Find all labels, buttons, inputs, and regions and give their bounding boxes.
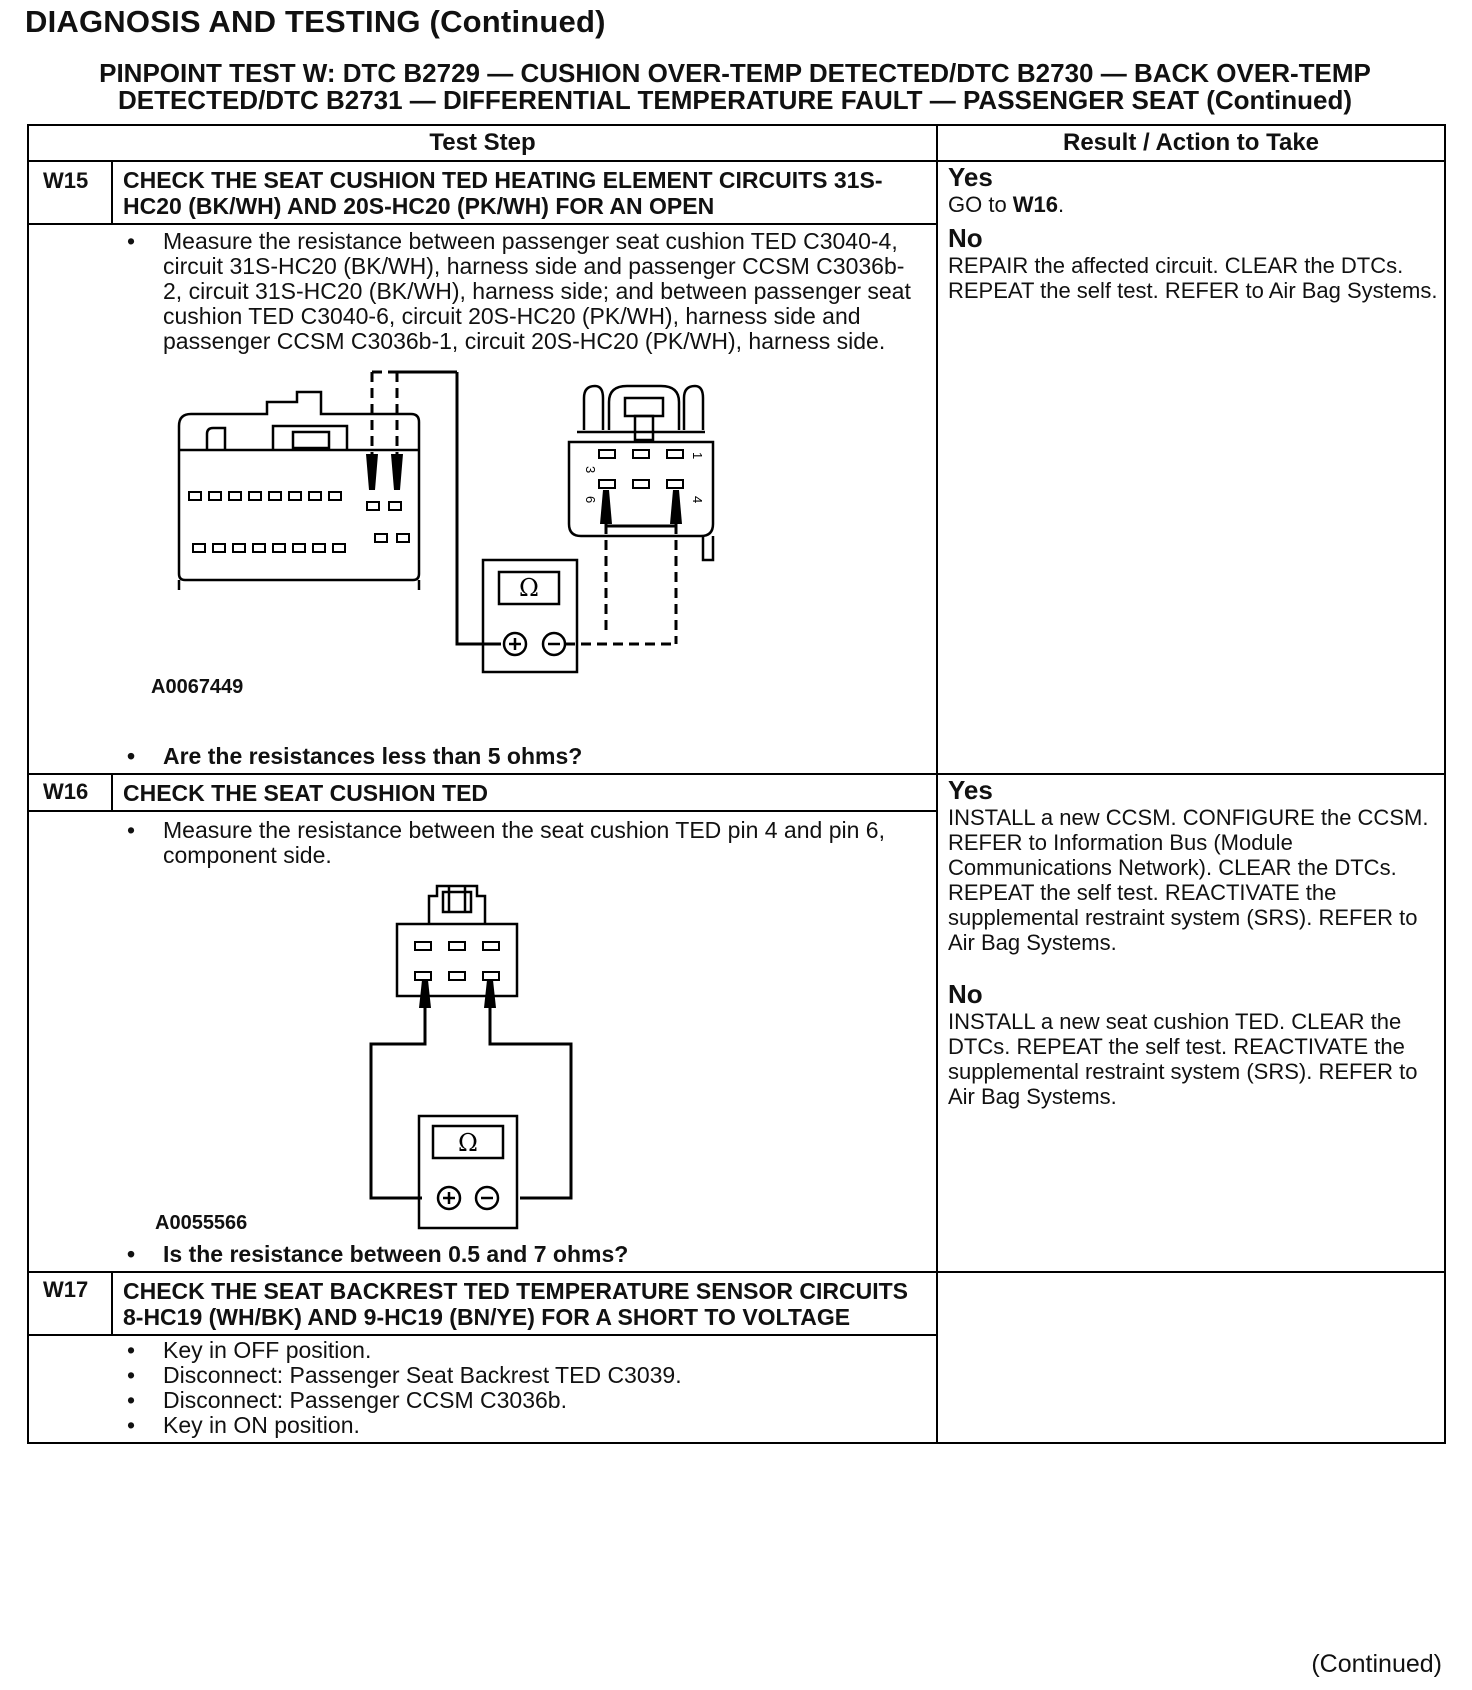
w17-bullet: • Key in ON position. xyxy=(29,1413,936,1438)
result-cell-w15 xyxy=(937,161,1445,774)
table-header-row xyxy=(28,125,1445,161)
ted-pin-label-6: 6 xyxy=(583,496,598,504)
header-result-action: Result / Action to Take xyxy=(937,125,1445,161)
step-w15-heading-row xyxy=(28,161,1445,224)
step-heading-w15: CHECK THE SEAT CUSHION TED HEATING ELEMENT CIRCUITS 31S-HC20 (BK/WH) AND 20S-HC20 (PK/WH) FOR AN OPEN xyxy=(112,161,937,224)
step-body-w17 xyxy=(28,1335,937,1443)
w15-instruction: • Measure the resistance between passenger seat cushion TED C3040-4, circuit 31S-HC20 (BK/WH), harness side and passenger CCSM C3036b-2, circuit 31S-HC20 (BK/WH), harness side; and between passenger seat cushion TED C3040-6, circuit 20S-HC20 (PK/WH), harness side and passenger CCSM C3036b-1, circuit 20S-HC20 (PK/WH), harness side. xyxy=(29,229,936,354)
ted-pin-label-4: 4 xyxy=(690,496,705,504)
w16-question: • Is the resistance between 0.5 and 7 ohms? xyxy=(29,1242,936,1267)
continued-label: (Continued) xyxy=(1311,1650,1442,1678)
w16-no-label: No xyxy=(948,979,983,1009)
ted-pin-label-3: 3 xyxy=(583,466,598,474)
w15-no-text: REPAIR the affected circuit. CLEAR the DTCs. REPEAT the self test. REFER to Air Bag Systems. xyxy=(948,253,1438,303)
w17-bullet: • Disconnect: Passenger CCSM C3036b. xyxy=(29,1388,936,1413)
w16-wiring-diagram xyxy=(29,868,934,1238)
section-title: DIAGNOSIS AND TESTING (Continued) xyxy=(25,4,606,39)
w15-no-label: No xyxy=(948,223,983,253)
w15-figure-id: A0067449 xyxy=(151,676,244,698)
w17-bullet: • Key in OFF position. xyxy=(29,1338,936,1363)
step-w16-heading-row xyxy=(28,774,1445,811)
ted-pin-label-1: 1 xyxy=(690,452,705,460)
w16-yes-text: INSTALL a new CCSM. CONFIGURE the CCSM. REFER to Information Bus (Module Communications Network). CLEAR the DTCs. REPEAT the self test. REACTIVATE the supplemental restraint system (SRS). REFER to Air Bag Systems. xyxy=(948,805,1429,955)
pinpoint-title-line2: DETECTED/DTC B2731 — DIFFERENTIAL TEMPERATURE FAULT — PASSENGER SEAT (Continued) xyxy=(117,85,1353,115)
header-test-step: Test Step xyxy=(28,125,937,161)
result-cell-w17 xyxy=(937,1272,1445,1443)
w17-bullet: • Disconnect: Passenger Seat Backrest TED C3039. xyxy=(29,1363,936,1388)
step-id-w15: W15 xyxy=(28,161,112,224)
w15-question: • Are the resistances less than 5 ohms? xyxy=(29,744,936,769)
w16-yes-label: Yes xyxy=(948,775,993,805)
w15-yes-pre: GO to xyxy=(948,192,1013,217)
w16-figure-id: A0055566 xyxy=(155,1212,248,1234)
step-body-w15 xyxy=(28,224,937,774)
pinpoint-title-line1: PINPOINT TEST W: DTC B2729 — CUSHION OVER-TEMP DETECTED/DTC B2730 — BACK OVER-TEMP xyxy=(99,58,1371,88)
w15-meter-symbol: Ω xyxy=(519,574,539,602)
w15-yes-text xyxy=(948,192,1444,217)
w16-figure xyxy=(29,868,936,1238)
w15-yes-post: . xyxy=(1058,192,1065,217)
step-id-w16: W16 xyxy=(28,774,112,811)
step-heading-w16: CHECK THE SEAT CUSHION TED xyxy=(112,774,937,811)
result-cell-w16 xyxy=(937,774,1445,1272)
step-id-w17: W17 xyxy=(28,1272,112,1335)
w16-instruction: • Measure the resistance between the seat cushion TED pin 4 and pin 6, component side. xyxy=(29,818,936,868)
step-body-w16 xyxy=(28,811,937,1272)
w16-meter-symbol: Ω xyxy=(458,1129,478,1157)
step-heading-w17: CHECK THE SEAT BACKREST TED TEMPERATURE SENSOR CIRCUITS 8-HC19 (WH/BK) AND 9-HC19 (BN/YE) FOR A SHORT TO VOLTAGE xyxy=(112,1272,937,1335)
pinpoint-test-table xyxy=(27,124,1446,1444)
pinpoint-test-title xyxy=(25,60,1445,114)
step-w17-heading-row xyxy=(28,1272,1445,1335)
w16-no-text: INSTALL a new seat cushion TED. CLEAR the DTCs. REPEAT the self test. REACTIVATE the supplemental restraint system (SRS). REFER to Air Bag Systems. xyxy=(948,1009,1418,1109)
w15-yes-link: W16 xyxy=(1012,192,1059,217)
w15-yes-label: Yes xyxy=(948,162,993,192)
w15-figure xyxy=(29,354,936,742)
